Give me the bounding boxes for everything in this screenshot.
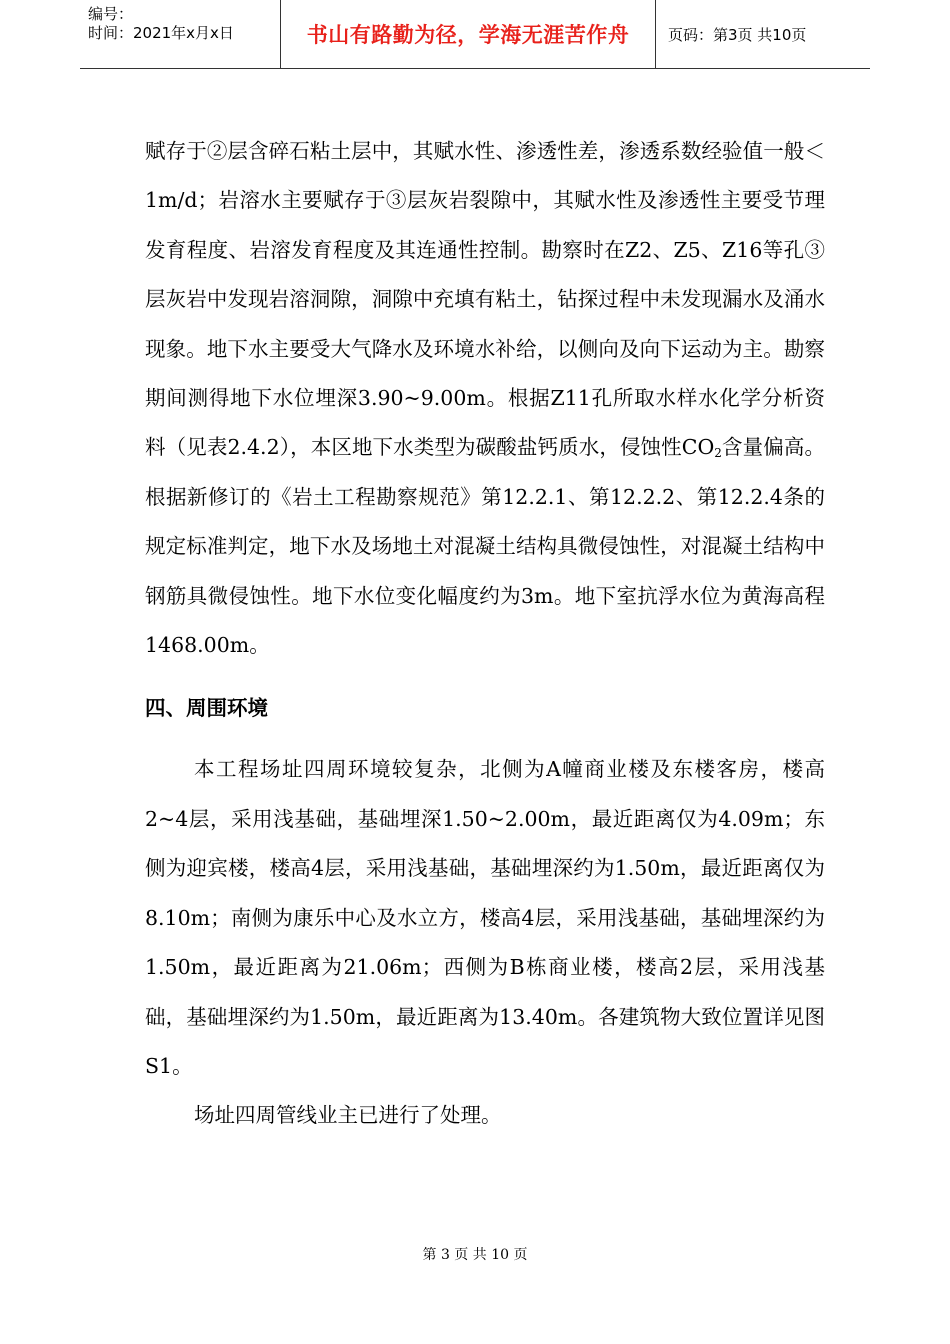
subscript-text: 2 <box>714 446 722 461</box>
motto-text: 书山有路勤为径，学海无涯苦作舟 <box>306 23 630 47</box>
page-header <box>80 0 870 69</box>
number-label: 编号： <box>88 5 134 23</box>
header-meta <box>80 0 281 68</box>
time-label: 时间：2021年x月x日 <box>88 24 234 42</box>
paragraph-text: 赋存于②层含碎石粘土层中，其赋水性、渗透性差，渗透系数经验值一般＜1m/d；岩溶水主要赋存于③层灰岩裂隙中，其赋水性及渗透性主要受节理发育程度、岩溶发育程度及其连通性控制。勘察时在Z2、Z5、Z16等孔③层灰岩中发现岩溶洞隙，洞隙中充填有粘土，钻探过程中未发现漏水及涌水现象。地下水主要受大气降水及环境水补给，以侧向及向下运动为主。勘察期间测得地下水位埋深3.90~9.00m。根据Z11孔所取水样水化学分析资料（见表2.4.2），本区地下水类型为碳酸盐钙质水，侵蚀性CO <box>145 139 825 460</box>
document-body <box>145 127 825 1141</box>
paragraph-environment: 本工程场址四周环境较复杂，北侧为A幢商业楼及东楼客房，楼高2~4层，采用浅基础，基础埋深1.50~2.00m，最近距离仅为4.09m；东侧为迎宾楼，楼高4层，采用浅基础，基础埋深约为1.50m，最近距离仅为8.10m；南侧为康乐中心及水立方，楼高4层，采用浅基础，基础埋深约为1.50m，最近距离为21.06m；西侧为B栋商业楼，楼高2层，采用浅基础，基础埋深约为1.50m，最近距离为13.40m。各建筑物大致位置详见图S1。 <box>145 757 825 1078</box>
paragraph-pipelines: 场址四周管线业主已进行了处理。 <box>194 1103 502 1128</box>
header-page-info: 页码：第3页 共10页 <box>668 25 807 44</box>
page-footer: 第 3 页 共 10 页 <box>422 1247 528 1263</box>
paragraph-text: 含量偏高。根据新修订的《岩土工程勘察规范》第12.2.1、第12.2.2、第12.2.4条的规定标准判定，地下水及场地土对混凝土结构具微侵蚀性，对混凝土结构中钢筋具微侵蚀性。地下水位变化幅度约为3m。地下室抗浮水位为黄海高程1468.00m。 <box>145 435 825 658</box>
section-heading: 四、周围环境 <box>145 696 268 721</box>
header-motto <box>281 0 656 68</box>
paragraph-groundwater <box>145 127 825 670</box>
